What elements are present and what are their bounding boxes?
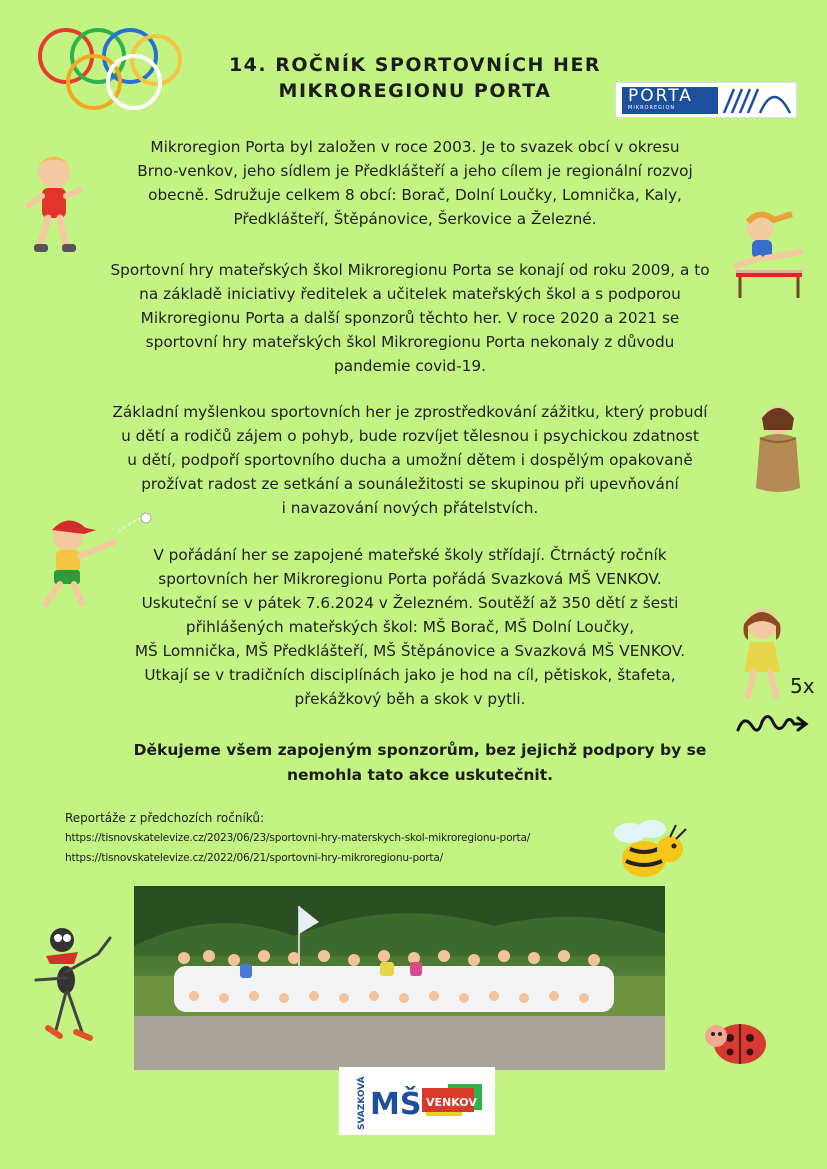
hurdle-girl-icon bbox=[730, 208, 810, 300]
title-line-1: 14. ROČNÍK SPORTOVNÍCH HER bbox=[228, 54, 602, 76]
bee-icon bbox=[600, 815, 692, 887]
hopscotch-label: 5x bbox=[790, 674, 815, 698]
group-photo-image bbox=[134, 886, 665, 1070]
paragraph-history bbox=[60, 258, 760, 378]
thanks-message bbox=[70, 738, 770, 788]
text-line: sportovních her Mikroregionu Porta pořádá Svazková MŠ VENKOV. bbox=[158, 570, 662, 588]
reports-heading: Reportáže z předchozích ročníků: bbox=[65, 811, 265, 825]
title-line-2: MIKROREGIONU PORTA bbox=[278, 80, 552, 102]
text-line: V pořádání her se zapojené mateřské školy střídají. Čtrnáctý ročník bbox=[153, 546, 667, 564]
sack-race-girl-icon bbox=[748, 396, 808, 496]
text-line: u dětí a rodičů zájem o pohyb, bude rozvíjet tělesnou i psychickou zdatnost bbox=[121, 427, 699, 445]
text-line: Předklášteří, Štěpánovice, Šerkovice a Železné. bbox=[233, 210, 597, 228]
ladybug-icon bbox=[700, 1012, 772, 1068]
text-line: Sportovní hry mateřských škol Mikroregionu Porta se konají od roku 2009, a to bbox=[110, 261, 710, 279]
porta-logo-name: PORTA bbox=[628, 86, 693, 106]
olympic-rings-icon bbox=[30, 20, 190, 115]
report-link[interactable]: https://tisnovskatelevize.cz/2022/06/21/sportovni-hry-mikroregionu-porta/ bbox=[65, 852, 444, 864]
thanks-line: Děkujeme všem zapojeným sponzorům, bez jejichž podpory by se bbox=[133, 741, 707, 759]
text-line: překážkový běh a skok v pytli. bbox=[294, 690, 526, 708]
text-line: i navazování nových přátelstvích. bbox=[281, 499, 539, 517]
text-line: Základní myšlenkou sportovních her je zprostředkování zážitku, který probudí bbox=[112, 403, 708, 421]
report-link[interactable]: https://tisnovskatelevize.cz/2023/06/23/sportovni-hry-materskych-skol-mikroregionu-porta/ bbox=[65, 832, 531, 844]
porta-logo-subtitle: MIKROREGION bbox=[628, 105, 676, 111]
text-line: pandemie covid-19. bbox=[334, 357, 486, 375]
paragraph-purpose bbox=[60, 400, 760, 520]
ms-logo-ms: MŠ bbox=[370, 1087, 422, 1122]
text-line: Uskuteční se v pátek 7.6.2024 v Železném. Soutěží až 350 dětí z šesti bbox=[141, 594, 679, 612]
reports-section bbox=[65, 808, 625, 868]
text-line: u dětí, podpoří sportovního ducha a umožní dětem i dospělým opakovaně bbox=[127, 451, 693, 469]
text-line: Brno-venkov, jeho sídlem je Předklášteří a jeho cílem je regionální rozvoj bbox=[137, 162, 693, 180]
throwing-boy-icon bbox=[24, 508, 156, 608]
squiggle-arrow-icon bbox=[734, 710, 810, 738]
group-photo bbox=[134, 886, 665, 1070]
text-line: prožívat radost ze setkání a sounáležitosti se skupinou při upevňování bbox=[141, 475, 679, 493]
thanks-line: nemohla tato akce uskutečnit. bbox=[286, 766, 554, 784]
jumping-girl-icon bbox=[732, 600, 792, 700]
page-title bbox=[180, 52, 650, 104]
text-line: Mikroregionu Porta a další sponzorů těchto her. V roce 2020 a 2021 se bbox=[140, 309, 680, 327]
text-line: Utkají se v tradičních disciplínách jako je hod na cíl, pětiskok, štafeta, bbox=[144, 666, 676, 684]
porta-arch-icon bbox=[718, 85, 794, 115]
paragraph-about bbox=[90, 135, 740, 231]
ms-venkov-logo-image bbox=[342, 1070, 492, 1132]
ms-logo-venkov: VENKOV bbox=[426, 1096, 477, 1109]
ms-logo-vertical: SVAZKOVÁ bbox=[357, 1076, 367, 1130]
runner-boy-icon bbox=[18, 150, 90, 260]
text-line: přihlášených mateřských škol: MŠ Borač, MŠ Dolní Loučky, bbox=[185, 618, 635, 636]
text-line: Mikroregion Porta byl založen v roce 2003. Je to svazek obcí v okresu bbox=[150, 138, 680, 156]
ms-venkov-logo bbox=[339, 1067, 495, 1135]
ant-icon bbox=[26, 920, 118, 1042]
text-line: MŠ Lomnička, MŠ Předklášteří, MŠ Štěpánovice a Svazková MŠ VENKOV. bbox=[134, 642, 686, 660]
porta-logo bbox=[615, 82, 797, 118]
text-line: obecně. Sdružuje celkem 8 obcí: Borač, Dolní Loučky, Lomnička, Kaly, bbox=[148, 186, 682, 204]
text-line: na základě iniciativy ředitelek a učitelek mateřských škol a s podporou bbox=[139, 285, 681, 303]
paragraph-event bbox=[80, 543, 740, 711]
text-line: sportovní hry mateřských škol Mikroregionu Porta nekonaly z důvodu bbox=[145, 333, 675, 351]
